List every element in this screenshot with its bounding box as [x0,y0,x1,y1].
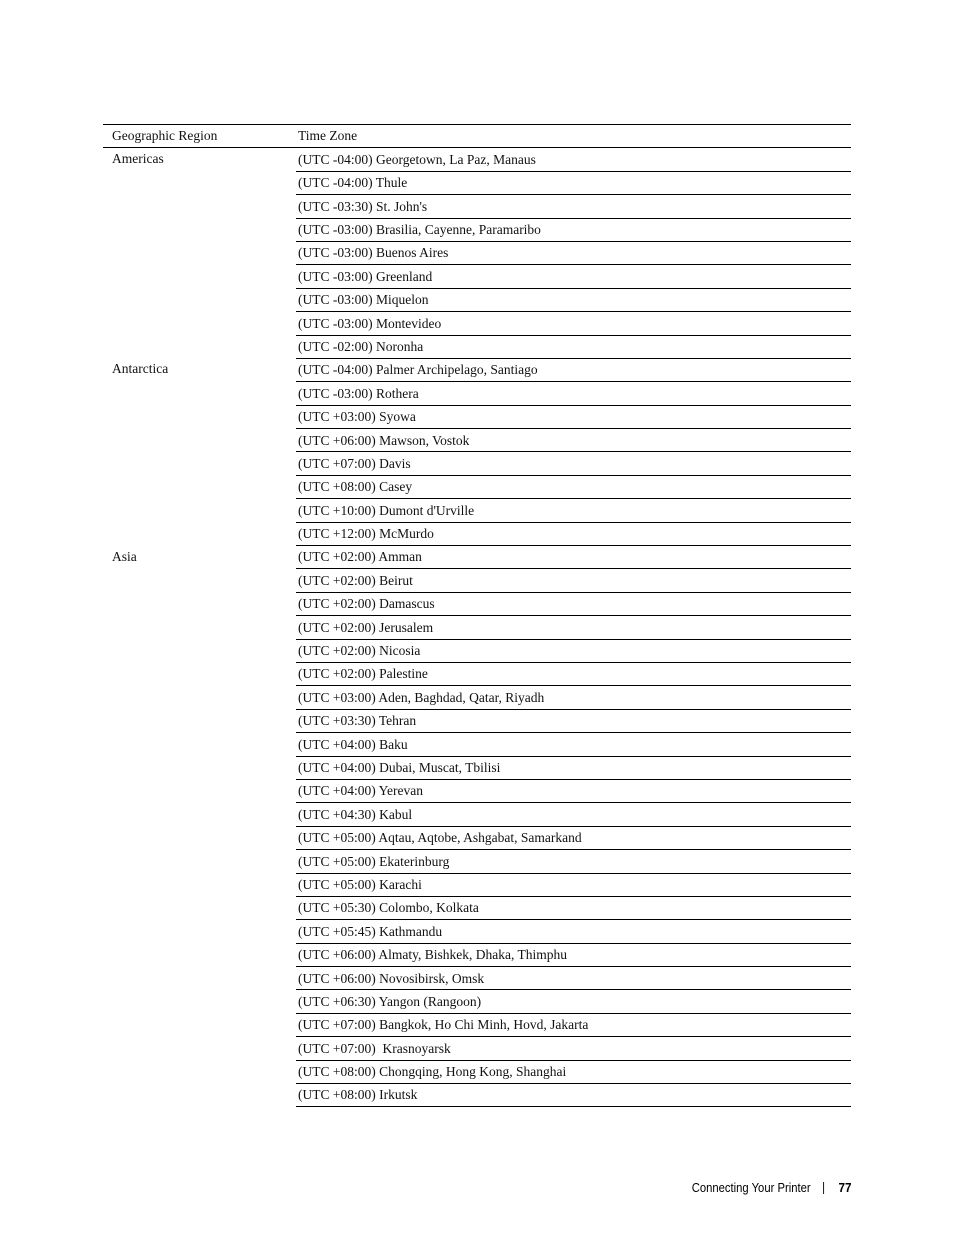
time-zone-cell: (UTC -02:00) Noronha [296,335,851,358]
time-zone-cell: (UTC +08:00) Casey [296,475,851,498]
time-zone-cell: (UTC +07:00) Bangkok, Ho Chi Minh, Hovd, Jakarta [296,1013,851,1036]
time-zone-cell: (UTC +06:00) Novosibirsk, Omsk [296,967,851,990]
time-zone-cell: (UTC +07:00) Krasnoyarsk [296,1037,851,1060]
time-zone-table [103,124,851,1107]
time-zone-cell: (UTC +05:00) Ekaterinburg [296,850,851,873]
time-zone-cell: (UTC +02:00) Beirut [296,569,851,592]
time-zone-cell: (UTC +07:00) Davis [296,452,851,475]
time-zone-cell: (UTC -04:00) Georgetown, La Paz, Manaus [296,148,851,171]
table-body [103,148,851,1107]
time-zone-cell: (UTC +04:00) Baku [296,733,851,756]
time-zone-cell: (UTC -03:00) Buenos Aires [296,241,851,264]
time-zone-cell: (UTC +06:00) Mawson, Vostok [296,429,851,452]
time-zone-cell: (UTC -03:30) St. John's [296,195,851,218]
time-zone-cell: (UTC -03:00) Greenland [296,265,851,288]
table-row [103,358,851,381]
time-zone-cell: (UTC +04:30) Kabul [296,803,851,826]
time-zone-cell: (UTC +04:00) Dubai, Muscat, Tbilisi [296,756,851,779]
time-zone-cell: (UTC +08:00) Chongqing, Hong Kong, Shanghai [296,1060,851,1083]
time-zone-cell: (UTC +05:00) Karachi [296,873,851,896]
time-zone-cell: (UTC +06:00) Almaty, Bishkek, Dhaka, Thimphu [296,943,851,966]
region-cell: Asia [112,548,137,564]
footer-separator [823,1182,824,1194]
page-footer [691,1180,851,1195]
time-zone-cell: (UTC -04:00) Palmer Archipelago, Santiago [296,358,851,381]
header-time-zone: Time Zone [296,125,851,148]
footer-section-title: Connecting Your Printer [691,1180,811,1195]
time-zone-cell: (UTC +05:45) Kathmandu [296,920,851,943]
time-zone-cell: (UTC +10:00) Dumont d'Urville [296,499,851,522]
time-zone-cell: (UTC -04:00) Thule [296,171,851,194]
time-zone-cell: (UTC +03:00) Aden, Baghdad, Qatar, Riyadh [296,686,851,709]
time-zone-cell: (UTC +05:30) Colombo, Kolkata [296,896,851,919]
time-zone-cell: (UTC +12:00) McMurdo [296,522,851,545]
time-zone-cell: (UTC +03:00) Syowa [296,405,851,428]
table-header-row [103,125,851,148]
time-zone-cell: (UTC +02:00) Amman [296,546,851,569]
region-cell: Antarctica [112,361,169,377]
time-zone-cell: (UTC +02:00) Jerusalem [296,616,851,639]
time-zone-cell: (UTC -03:00) Miquelon [296,288,851,311]
time-zone-cell: (UTC -03:00) Brasilia, Cayenne, Paramaribo [296,218,851,241]
region-cell: Americas [112,151,164,167]
header-geographic-region: Geographic Region [103,125,296,148]
time-zone-cell: (UTC +03:30) Tehran [296,709,851,732]
page-number: 77 [837,1180,851,1195]
table-row [103,546,851,569]
time-zone-cell: (UTC +06:30) Yangon (Rangoon) [296,990,851,1013]
time-zone-cell: (UTC +02:00) Nicosia [296,639,851,662]
time-zone-cell: (UTC +02:00) Damascus [296,592,851,615]
time-zone-cell: (UTC -03:00) Rothera [296,382,851,405]
table-row [103,148,851,171]
time-zone-cell: (UTC -03:00) Montevideo [296,312,851,335]
time-zone-cell: (UTC +08:00) Irkutsk [296,1084,851,1107]
time-zone-cell: (UTC +05:00) Aqtau, Aqtobe, Ashgabat, Samarkand [296,826,851,849]
time-zone-cell: (UTC +02:00) Palestine [296,662,851,685]
time-zone-cell: (UTC +04:00) Yerevan [296,779,851,802]
